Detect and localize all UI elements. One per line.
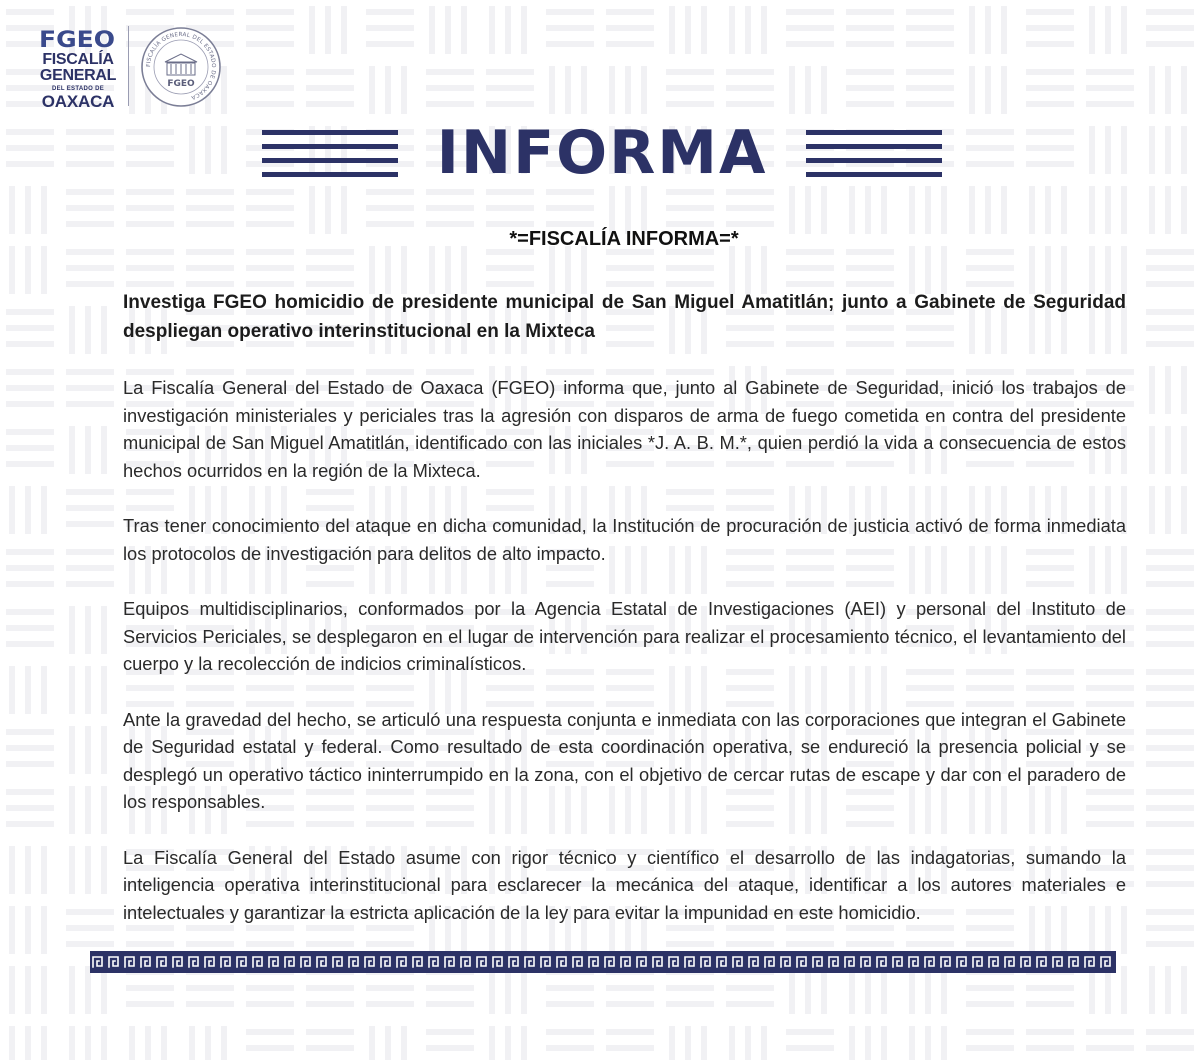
article-paragraph-2: Tras tener conocimiento del ataque en dicha comunidad, la Institución de procuración de justicia activó de forma inmediata los protocolos de investigación para delitos de alto impacto.	[123, 515, 1126, 564]
informa-banner	[262, 120, 942, 186]
logo-divider	[128, 26, 129, 106]
article-headline: Investiga FGEO homicidio de presidente municipal de San Miguel Amatitlán; junto a Gabinete de Seguridad despliegan operativo interinstitucional en la Mixteca	[123, 292, 1126, 342]
article-paragraph-4: Ante la gravedad del hecho, se articuló una respuesta conjunta e inmediata con las corporaciones que integran el Gabinete de Seguridad estatal y federal. Como resultado de esta coordinación operativa, se endureció la presencia policial y se desplegó un operativo táctico ininterrumpido en la zona, con el objetivo de cercar rutas de escape y dar con el paradero de los responsables.	[123, 708, 1126, 812]
logo-line-1: FISCALÍA	[42, 51, 114, 68]
logo-line-3: DEL ESTADO DE	[51, 86, 105, 92]
article-paragraph-3: Equipos multidisciplinarios, conformados por la Agencia Estatal de Investigaciones (AEI) y personal del Instituto de Servicios Periciales, se desplegaron en el lugar de intervención para realizar el procesamiento técnico, el levantamiento del cuerpo y la recolección de indicios criminalísticos.	[123, 598, 1126, 674]
banner-bars-left	[262, 130, 398, 177]
article-paragraph-1: La Fiscalía General del Estado de Oaxaca (FGEO) informa que, junto al Gabinete de Seguridad, inició los trabajos de investigación ministeriales y periciales tras la agresión con disparos de arma de fuego cometida en contra del presidente municipal de San Miguel Amatitlán, identificado con las iniciales *J. A. B. M.*, quien perdió la vida a consecuencia de estos hechos ocurridos en la región de la Mixteca.	[123, 377, 1126, 481]
fgeo-seal	[140, 26, 222, 108]
banner-bars-right	[806, 130, 942, 177]
seal-ring-text: FISCALÍA GENERAL DEL ESTADO DE OAXACA	[145, 31, 217, 101]
logo-line-4: OAXACA	[41, 92, 115, 111]
article-body	[123, 288, 1126, 926]
article-kicker: *=FISCALÍA INFORMA=*	[509, 228, 739, 250]
article-paragraph-5: La Fiscalía General del Estado asume con rigor técnico y científico el desarrollo de las indagatorias, sumando la inteligencia operativa interinstitucional para esclarecer la mecánica del ataque, identificar a los autores materiales e intelectuales y garantizar la estricta aplicación de la ley para evitar la impunidad en este homicidio.	[123, 846, 1126, 923]
fgeo-logo	[38, 24, 118, 110]
logo-line-2: GENERAL	[39, 67, 117, 84]
greek-fret-border	[90, 951, 1116, 973]
seal-mark-text: FGEO	[167, 79, 195, 89]
fgeo-logo-mark	[38, 24, 118, 52]
banner-title: INFORMA	[436, 118, 768, 188]
logo-mark-text: FGEO	[39, 28, 115, 52]
